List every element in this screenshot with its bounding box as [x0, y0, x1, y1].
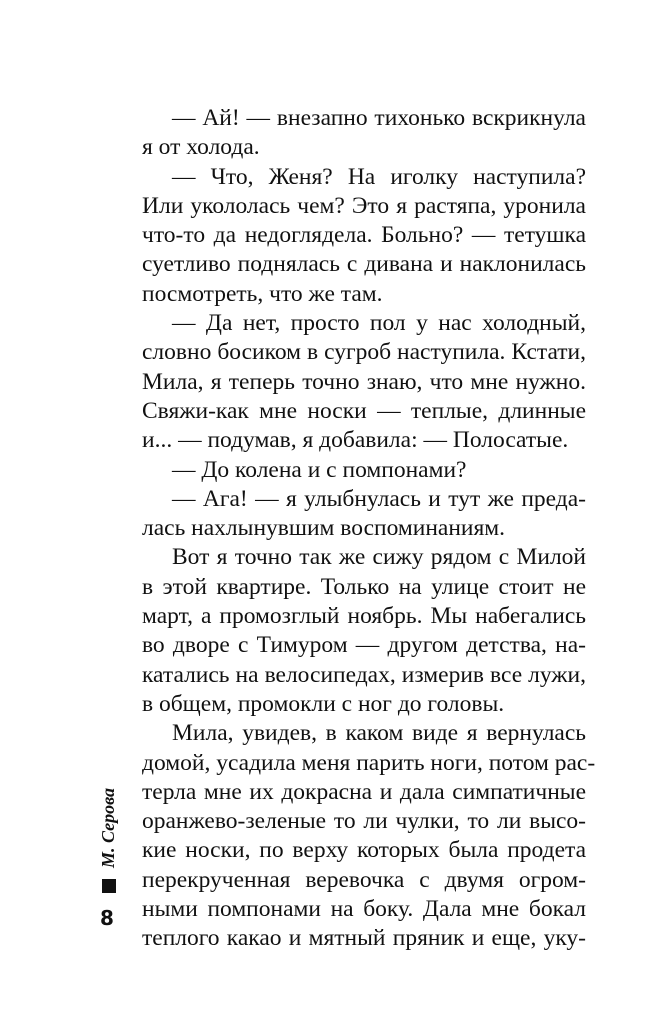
- running-head-author: М. Серова: [98, 788, 118, 869]
- text-line: посмотреть, что же там.: [142, 280, 383, 307]
- text-line: кие носки, по верху которых была продета: [142, 837, 586, 864]
- text-line: в общем, промокли с ног до головы.: [142, 690, 505, 717]
- text-line: терла мне их докрасна и дала симпатичные: [142, 778, 586, 805]
- text-line: оранжево-зеленые то ли чулки, то ли высо-: [142, 808, 586, 835]
- text-line: Мила, увидев, в каком виде я вернулась: [172, 720, 586, 747]
- text-line: в этой квартире. Только на улице стоит не: [142, 573, 586, 600]
- text-line: катались на велосипедах, измерив все лужи,: [142, 661, 586, 688]
- text-line: теплого какао и мятный пряник и еще, уку-: [142, 925, 586, 952]
- text-line: домой, усадила меня парить ноги, потом рас-: [142, 749, 596, 776]
- text-line: во дворе с Тимуром — другом детства, на-: [142, 632, 586, 659]
- text-line: Мила, я теперь точно знаю, что мне нужно.: [142, 368, 586, 395]
- text-line: что-то да недоглядела. Больно? — тетушка: [142, 222, 586, 249]
- text-line: Или укололась чем? Это я растяпа, уронила: [142, 192, 586, 219]
- text-line: — Ага! — я улыбнулась и тут же преда-: [172, 485, 586, 512]
- running-head-marker: [102, 879, 116, 893]
- text-line: Свяжи-как мне носки — теплые, длинные: [142, 397, 586, 424]
- text-line: и... — подумав, я добавила: — Полосатые.: [142, 427, 569, 454]
- text-line: лась нахлынувшим воспоминаниям.: [142, 515, 506, 542]
- text-line: перекрученная веревочка с двумя огром-: [142, 866, 586, 893]
- text-line: — Что, Женя? На иголку наступила?: [172, 163, 586, 190]
- text-line: март, а промозглый ноябрь. Мы набегались: [142, 603, 586, 630]
- text-line: Вот я точно так же сижу рядом с Милой: [172, 544, 586, 571]
- text-line: ными помпонами на боку. Дала мне бокал: [142, 896, 586, 923]
- text-line: суетливо поднялась с дивана и наклонилась: [142, 251, 586, 278]
- text-line: — До колена и с помпонами?: [172, 456, 467, 483]
- text-line: словно босиком в сугроб наступила. Кстати,: [142, 339, 586, 366]
- page-number: 8: [100, 906, 114, 930]
- text-line: — Ай! — внезапно тихонько вскрикнула: [172, 105, 586, 131]
- body-text: [142, 104, 596, 954]
- text-line: — Да нет, просто пол у нас холодный,: [172, 310, 586, 337]
- text-line: я от холода.: [142, 134, 260, 161]
